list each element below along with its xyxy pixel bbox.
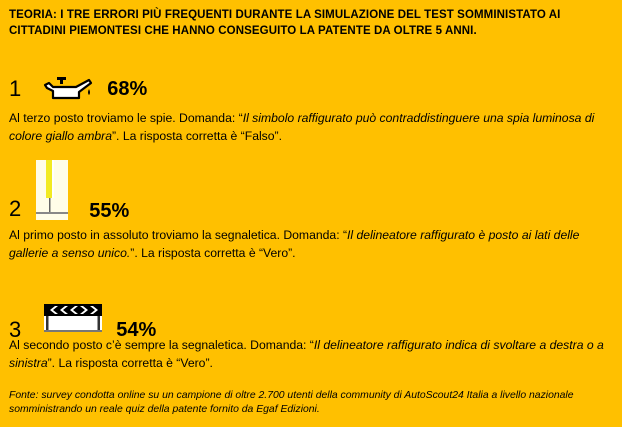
source-note: Fonte: survey condotta online su un campione di oltre 2.700 utenti della community di AutoScout24 Italia a livello nazionale somministrando un reale quiz della patente fornito da Egaf Edizioni. (9, 390, 574, 415)
tunnel-delineator-icon (35, 160, 69, 220)
item-3-description (9, 336, 613, 372)
oil-pressure-warning-icon (43, 76, 93, 102)
item-question: Il delineatore raffigurato è posto ai lati delle gallerie a senso unico. (9, 228, 580, 260)
item-rank: 3 (9, 317, 22, 342)
item-intro: Al terzo posto troviamo le spie. Domanda: “ (9, 111, 243, 125)
item-question: Il simbolo raffigurato può contraddistinguere una spia luminosa di colore giallo ambra (9, 111, 595, 143)
item-question: Il delineatore raffigurato indica di svoltare a destra o a sinistra (9, 338, 604, 370)
page-title: TEORIA: I TRE ERRORI PIÙ FREQUENTI DURANTE LA SIMULAZIONE DEL TEST SOMMINISTATO AI CITTADINI PIEMONTESI CHE HANNO CONSEGUITO LA PATENTE DA OLTRE 5 ANNI. (9, 9, 561, 37)
item-percent: 55% (89, 200, 130, 222)
item-intro: Al secondo posto c’è sempre la segnaletica. Domanda: “ (9, 338, 314, 352)
item-1-header (9, 76, 147, 102)
item-answer: ”. La risposta corretta è “Vero”. (130, 246, 296, 260)
item-intro: Al primo posto in assoluto troviamo la segnaletica. Domanda: “ (9, 228, 348, 242)
item-answer: ”. La risposta corretta è “Vero”. (47, 356, 213, 370)
item-1-description (9, 109, 613, 145)
item-answer: ”. La risposta corretta è “Falso”. (111, 129, 282, 143)
item-percent: 68% (107, 78, 148, 100)
chevron-delineator-icon (44, 302, 102, 334)
item-2-header (9, 158, 129, 222)
item-percent: 54% (116, 319, 157, 341)
item-2-description (9, 226, 613, 262)
item-3-header (9, 295, 156, 341)
item-rank: 1 (9, 76, 22, 101)
item-rank: 2 (9, 196, 22, 221)
